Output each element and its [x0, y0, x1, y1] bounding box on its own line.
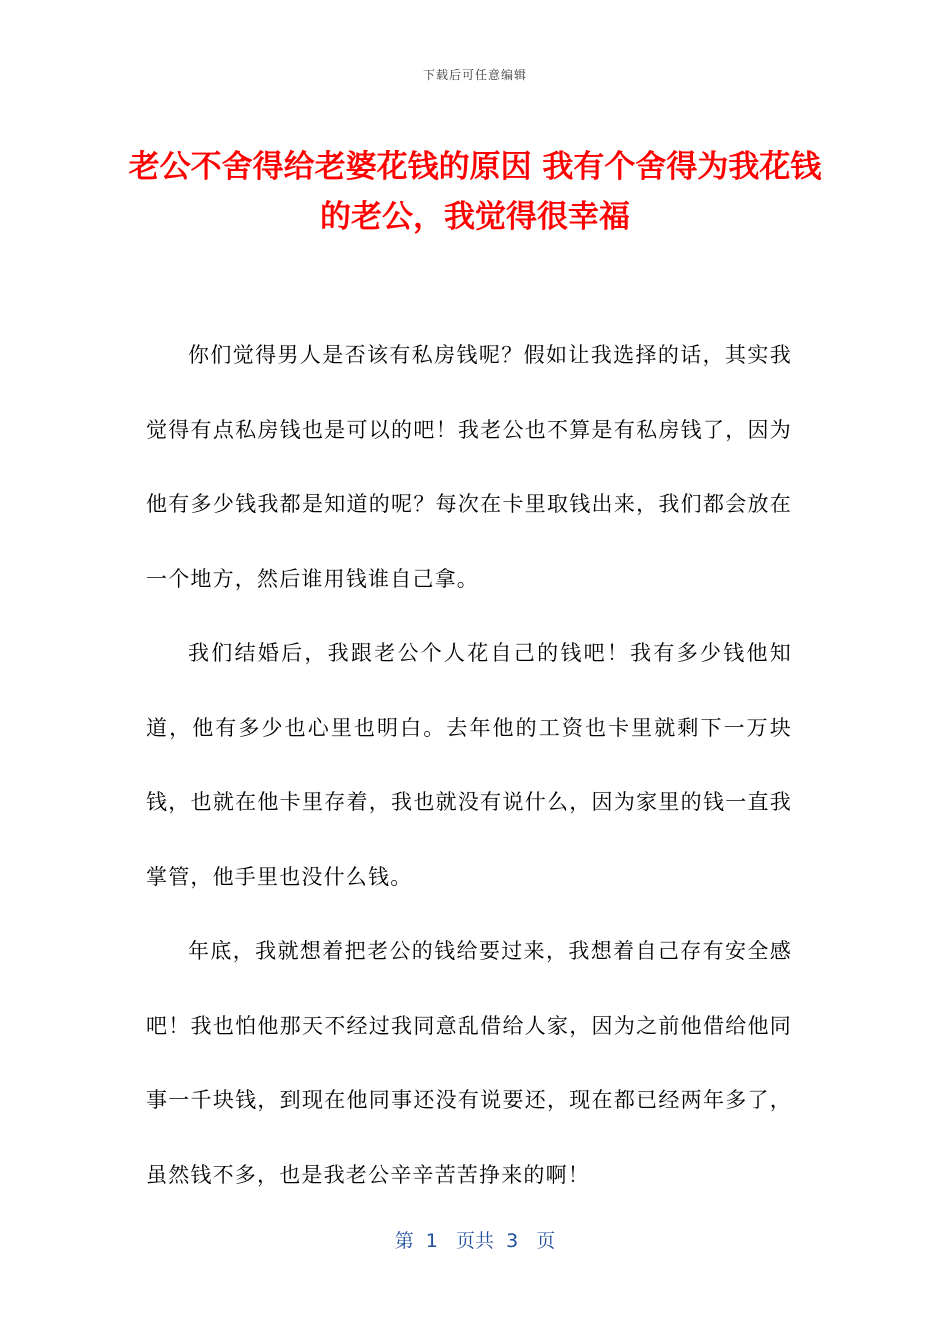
- paragraph-2: 我们结婚后，我跟老公个人花自己的钱吧！我有多少钱他知道，他有多少也心里也明白。去年他的工资也卡里就剩下一万块钱，也就在他卡里存着，我也就没有说什么，因为家里的钱一直我掌管，他手里也没什么钱。: [146, 641, 792, 889]
- page-footer: 第 1 页共 3 页: [394, 1230, 556, 1252]
- header-note: 下载后可任意编辑: [422, 68, 527, 82]
- document-body: [146, 318, 792, 1212]
- paragraph-3: 年底，我就想着把老公的钱给要过来，我想着自己存有安全感吧！我也怕他那天不经过我同意乱借给人家，因为之前他借给他同事一千块钱，到现在他同事还没有说要还，现在都已经两年多了，虽然钱不多，也是我老公辛辛苦苦挣来的啊！: [146, 939, 792, 1187]
- paragraph-1: 你们觉得男人是否该有私房钱呢？假如让我选择的话，其实我觉得有点私房钱也是可以的吧！我老公也不算是有私房钱了，因为他有多少钱我都是知道的呢？每次在卡里取钱出来，我们都会放在一个地方，然后谁用钱谁自己拿。: [146, 343, 792, 591]
- document-title: 老公不舍得给老婆花钱的原因 我有个舍得为我花钱的老公，我觉得很幸福: [128, 149, 822, 235]
